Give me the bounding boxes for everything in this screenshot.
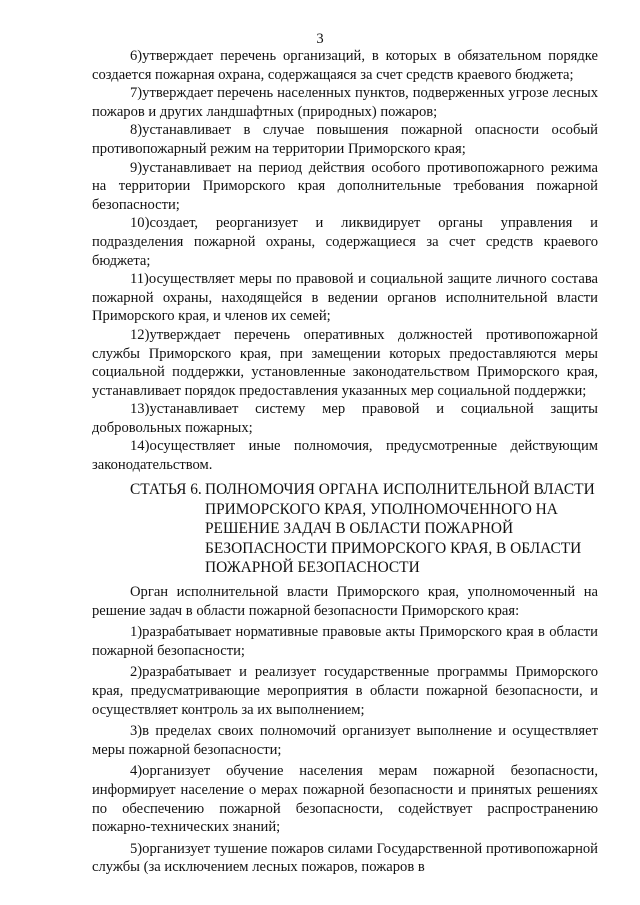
page-number: 3 [316,31,324,47]
list-item: 14)осуществляет иные полномочия, предусмотренные действующим законодательством. [92,438,598,474]
list-item: 5)организует тушение пожаров силами Государственной противопожарной службы (за исключением лесных пожаров, пожаров в [92,840,598,876]
list-item: 1)разрабатывает нормативные правовые акты Приморского края в области пожарной безопасности; [92,624,598,659]
list-item: 7)утверждает перечень населенных пунктов, подверженных угрозе лесных пожаров и других ландшафтных (природных) пожаров; [92,85,598,120]
list-item: 9)устанавливает на период действия особого противопожарного режима на территории Приморского края дополнительные требования пожарной безопасности; [92,159,598,213]
list-item: 10)создает, реорганизует и ликвидирует органы управления и подразделения пожарной охраны, содержащиеся за счет средств краевого бюджета; [92,215,598,269]
powers-list-continued [92,47,598,475]
list-item: 12)утверждает перечень оперативных должностей противопожарной службы Приморского края, при замещении которых предоставляются меры социальной поддержки, установленные законодательством Приморского края, устанавливает порядок предоставления указанных мер социальной поддержки; [92,326,598,399]
list-item: 4)организует обучение населения мерам пожарной безопасности, информирует население о мерах пожарной безопасности и принятых решениях по обеспечению пожарной безопасности, содействует распространению пожарно-технических знаний; [92,763,598,836]
article-number: СТАТЬЯ 6. [130,481,202,498]
list-item: 13)устанавливает систему мер правовой и социальной защиты добровольных пожарных; [92,401,598,436]
article-intro: Орган исполнительной власти Приморского края, уполномоченный на решение задач в области пожарной безопасности Приморского края: [92,584,598,619]
article-title: ПОЛНОМОЧИЯ ОРГАНА ИСПОЛНИТЕЛЬНОЙ ВЛАСТИ ПРИМОРСКОГО КРАЯ, УПОЛНОМОЧЕННОГО НА РЕШЕНИЕ ЗАДАЧ В ОБЛАСТИ ПОЖАРНОЙ БЕЗОПАСНОСТИ ПРИМОРСКОГО КРАЯ, В ОБЛАСТИ ПОЖАРНОЙ БЕЗОПАСНОСТИ [205,481,595,576]
article-body [92,583,598,877]
list-item: 8)устанавливает в случае повышения пожарной опасности особый противопожарный режим на территории Приморского края; [92,122,598,157]
list-item: 2)разрабатывает и реализует государственные программы Приморского края, предусматривающие мероприятия в области пожарной безопасности, и осуществляет контроль за их выполнением; [92,664,598,718]
article-heading [92,480,598,578]
list-item: 11)осуществляет меры по правовой и социальной защите личного состава пожарной охраны, находящейся в ведении органов исполнительной власти Приморского края, и членов их семей; [92,271,598,325]
list-item: 6)утверждает перечень организаций, в которых в обязательном порядке создается пожарная охрана, содержащаяся за счет средств краевого бюджета; [92,48,598,83]
list-item: 3)в пределах своих полномочий организует выполнение и осуществляет меры пожарной безопасности; [92,723,598,758]
